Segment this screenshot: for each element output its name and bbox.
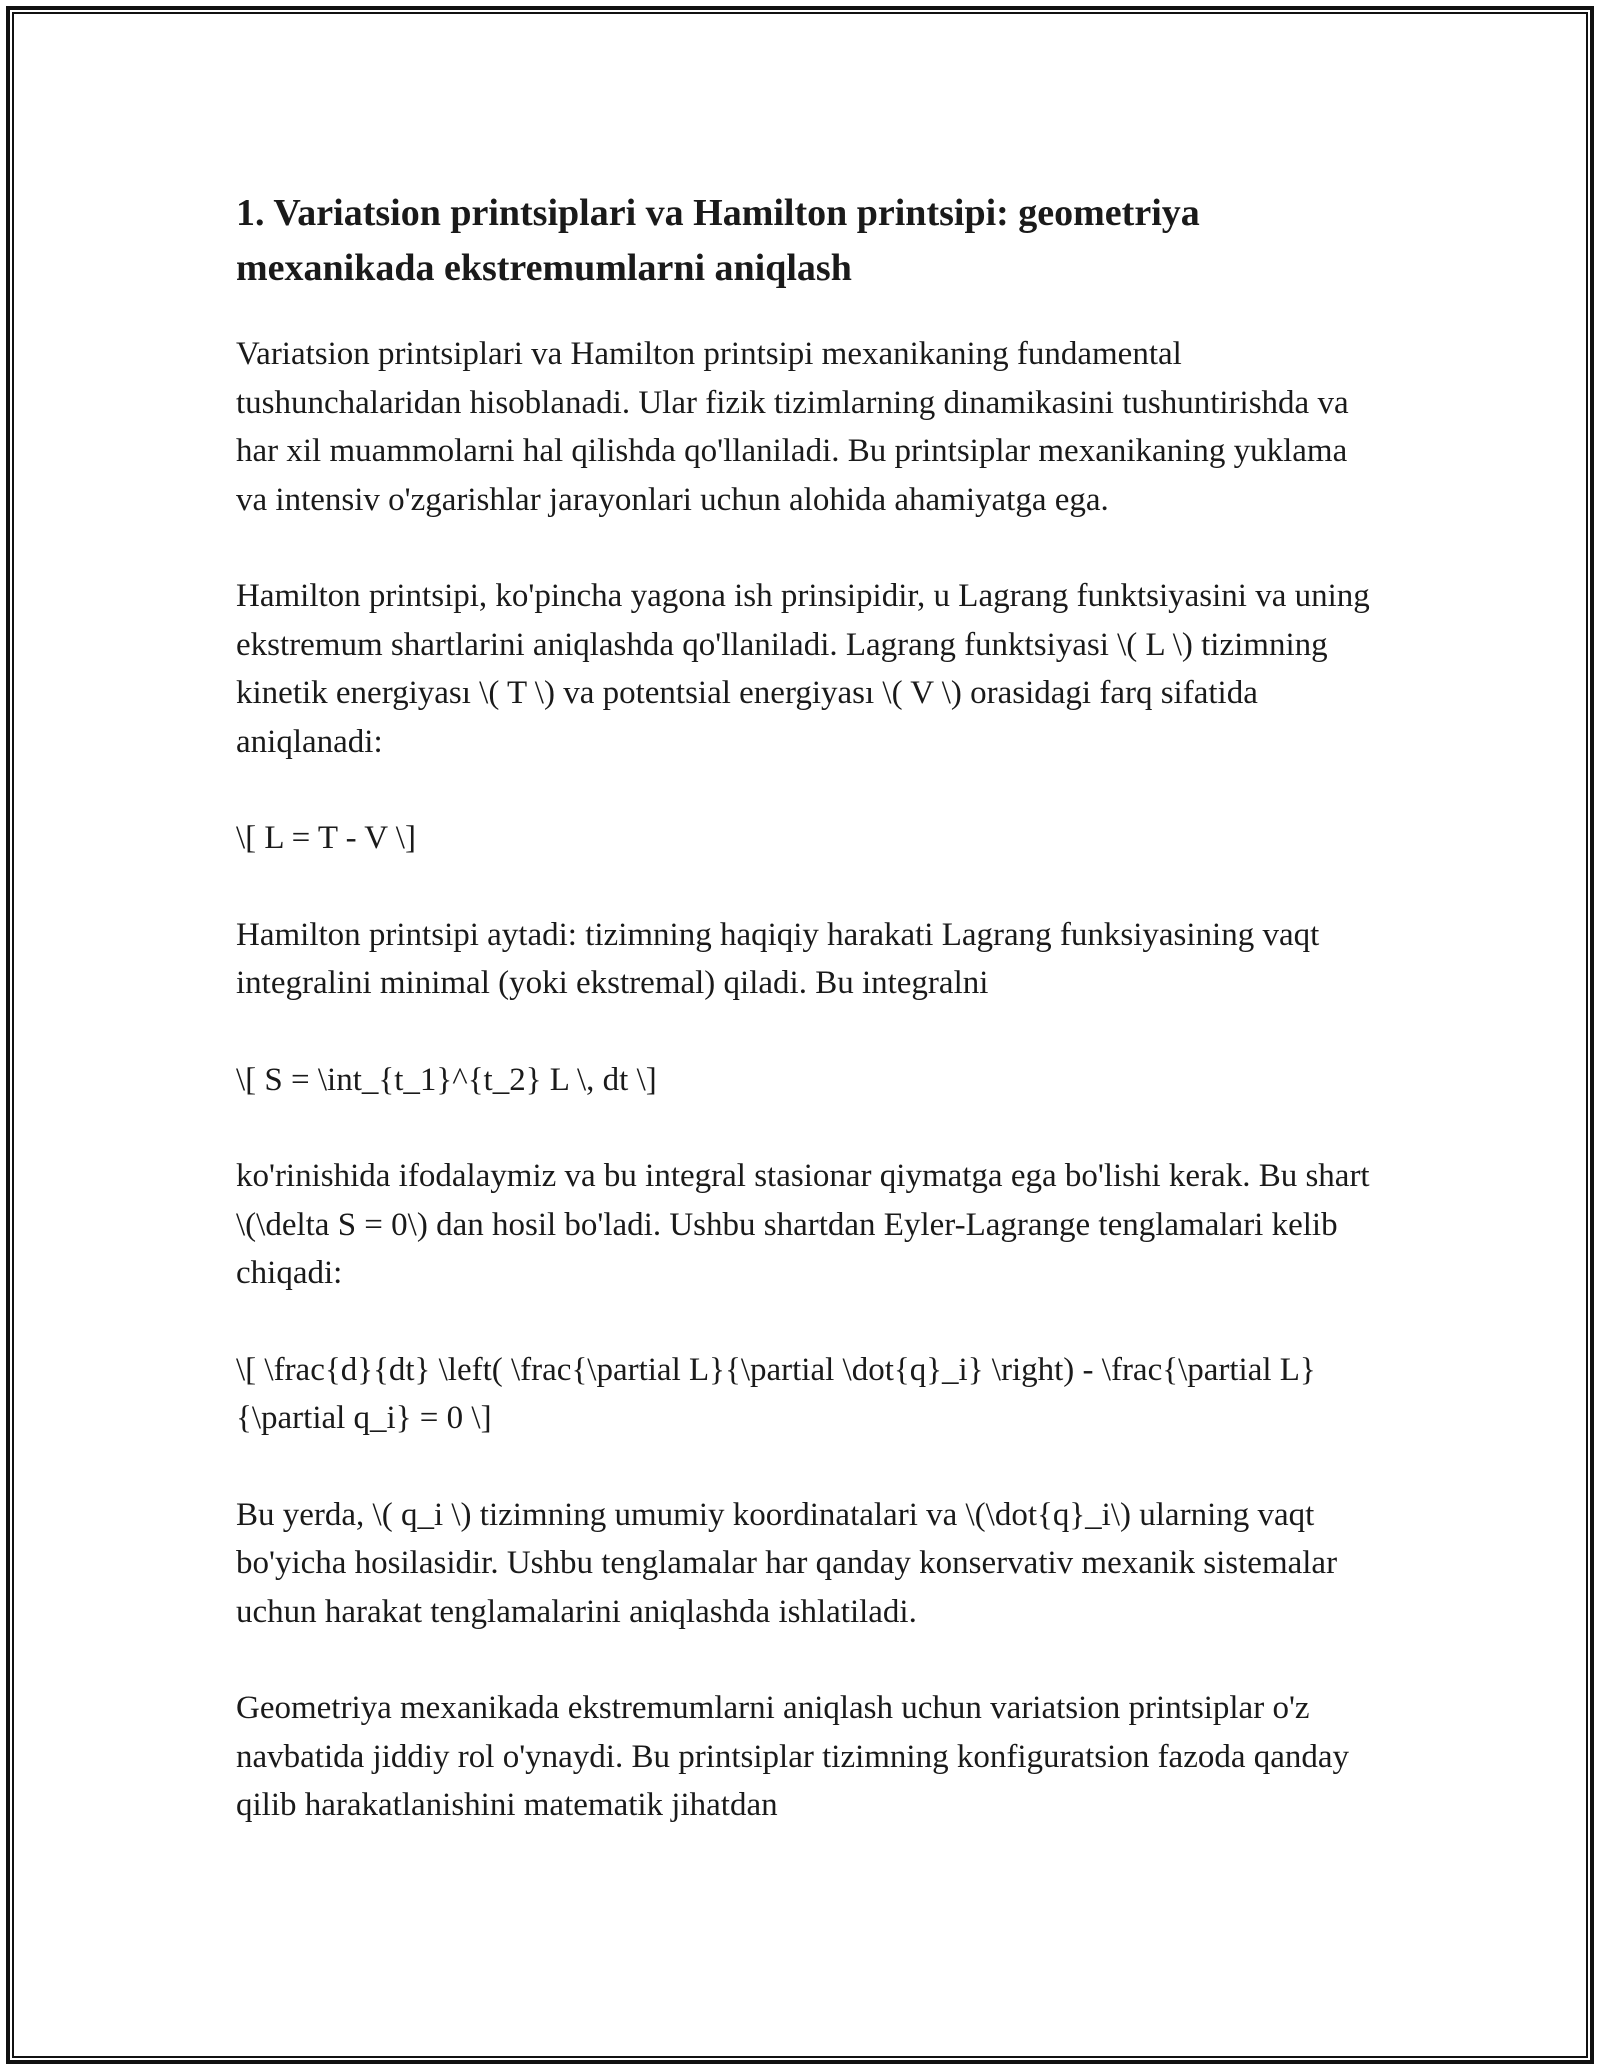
equation-action: \[ S = \int_{t_1}^{t_2} L \, dt \] [236, 1061, 657, 1098]
document-body [236, 186, 1376, 1830]
paragraph-coordinates: Bu yerda, \( q_i \) tizimning umumiy koordinatalari va \(\dot{q}_i\) ularning vaqt bo'yicha hosilasidir. Ushbu tenglamalar har qanday konservativ mexanik sistemalar uchun harakat tenglamalarini aniqlashda ishlatiladi. [236, 1496, 1338, 1630]
equation-lagrangian: \[ L = T - V \] [236, 820, 416, 856]
paragraph-lagrangian: Hamilton printsipi, ko'pincha yagona ish prinsipidir, u Lagrang funktsiyasini va uning ekstremum shartlarini aniqlashda qo'llaniladi. Lagrang funktsiyasi \( L \) tizimning kinetik energiyası \( T \) va potentsial energiyası \( V \) orasidagi farq sifatida aniqlanadi: [236, 578, 1370, 760]
paragraph-geometry: Geometriya mexanikada ekstremumlarni aniqlash uchun variatsion printsiplar o'z navbatida jiddiy rol o'ynaydi. Bu printsiplar tizimning konfiguratsion fazoda qanday qilib harakatlanishini matematik jihatdan [236, 1690, 1350, 1823]
section-heading: 1. Variatsion printsiplari va Hamilton printsipi: geometriya mexanikada ekstremumlarni aniqlash [236, 192, 1200, 289]
equation-euler-lagrange: \[ \frac{d}{dt} \left( \frac{\partial L}{\partial \dot{q}_i} \right) - \frac{\partial L}{\partial q_i} = 0 \] [236, 1351, 1316, 1436]
paragraph-intro: Variatsion printsiplari va Hamilton printsipi mexanikaning fundamental tushunchalaridan hisoblanadi. Ular fizik tizimlarning dinamikasini tushuntirishda va har xil muammolarni hal qilishda qo'llaniladi. Bu printsiplar mexanikaning yuklama va intensiv o'zgarishlar jarayonlari uchun alohida ahamiyatga ega. [236, 336, 1349, 518]
paragraph-stationary: ko'rinishida ifodalaymiz va bu integral stasionar qiymatga ega bo'lishi kerak. Bu shart \(\delta S = 0\) dan hosil bo'ladi. Ushbu shartdan Eyler-Lagrange tenglamalari kelib chiqadi: [236, 1158, 1370, 1291]
paragraph-hamilton-principle: Hamilton printsipi aytadi: tizimning haqiqiy harakati Lagrang funksiyasining vaqt integralini minimal (yoki ekstremal) qiladi. Bu integralni [236, 916, 1320, 1001]
